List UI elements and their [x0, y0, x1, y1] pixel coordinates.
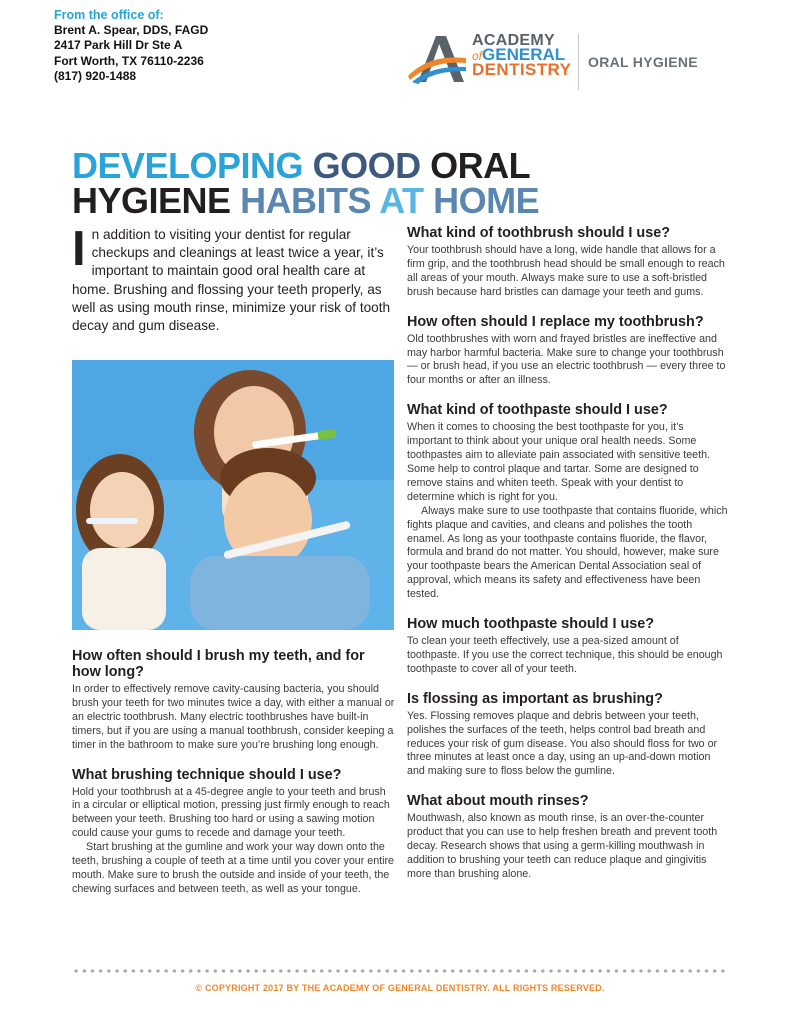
section-question: What brushing technique should I use? — [72, 766, 342, 783]
agd-wordmark — [472, 34, 571, 77]
right-column — [407, 225, 729, 896]
drop-cap: I — [72, 222, 86, 276]
faq-section — [407, 402, 729, 602]
section-answer: Hold your toothbrush at a 45-degree angle to your teeth and brush in a circular or elliptical motion, pressing just firmly enough to reach between your teeth. Brushing too hard or using a sawing motion could cause your gums to recede and damage your teeth. — [72, 785, 390, 840]
logo-general: GENERAL — [482, 45, 566, 64]
logo-divider — [578, 34, 579, 90]
office-phone: (817) 920-1488 — [54, 69, 137, 84]
section-answer: In order to effectively remove cavity-causing bacteria, you should brush your teeth for two minutes twice a day, with either a manual or an electric toothbrush. Many electric toothbrushes have built-in timers, but if you are using a manual toothbrush, consider keeping a timer in the bathroom to make sure you’re brushing long enough. — [72, 683, 395, 751]
title-word: AT — [379, 180, 424, 221]
office-city: Fort Worth, TX 76110-2236 — [54, 53, 204, 68]
faq-section — [72, 648, 396, 753]
section-answer: Mouthwash, also known as mouth rinse, is an over-the-counter product that you can use to help freshen breath and prevent tooth decay. Research shows that using a germ-killing mouthwash in addition to brushing your teeth can reduce plaque and gingivitis more than brushing alone. — [407, 812, 718, 880]
logo-of: of — [472, 49, 483, 63]
intro-text: n addition to visiting your dentist for regular checkups and cleanings at least twice a year, it’s important to maintain good oral health care at home. Brushing and flossing your teeth properly, as well as using mouth rinse, minimize your risk of tooth decay and gum disease. — [72, 227, 391, 334]
agd-a-mark-icon — [406, 36, 466, 84]
office-street: 2417 Park Hill Dr Ste A — [54, 38, 183, 53]
logo-dentistry: DENTISTRY — [472, 60, 572, 79]
faq-section — [407, 616, 729, 677]
left-column — [72, 648, 396, 911]
topic-label: ORAL HYGIENE — [588, 54, 698, 70]
title-word: DEVELOPING — [72, 145, 304, 186]
faq-section — [407, 225, 729, 300]
section-question: What kind of toothbrush should I use? — [407, 225, 671, 241]
title-word: GOOD — [312, 145, 421, 186]
section-answer: When it comes to choosing the best toothpaste for you, it’s important to think about your unique oral health needs. Some toothpastes aim to alleviate pain associated with sensitive teeth. Some help to control plaque and tartar. Some are designed to remove stains and whiten teeth. Speak with your dentist to determine which is right for you. — [407, 421, 710, 503]
copyright-notice: © COPYRIGHT 2017 BY THE ACADEMY OF GENERAL DENTISTRY. ALL RIGHTS RESERVED. — [195, 983, 605, 993]
logo-academy: ACADEMY — [472, 32, 555, 49]
office-label: From the office of: — [54, 8, 164, 22]
section-answer: Yes. Flossing removes plaque and debris between your teeth, polishes the surfaces of the teeth, helps control bad breath and reduces your risk of gum disease. You also should floss for two or three minutes at least once a day, using an up-and-down motion and making sure to floss below the gumline. — [407, 709, 718, 778]
title-word: HOME — [433, 180, 540, 221]
section-question: Is flossing as important as brushing? — [407, 690, 663, 707]
faq-section — [407, 793, 729, 882]
office-contact — [54, 8, 354, 85]
dotted-divider — [72, 968, 728, 974]
section-answer: Old toothbrushes with worn and frayed bristles are ineffective and may harbor harmful bacteria. Make sure to change your toothbrush — or brush head, if you use an electric toothbrush — every three to four months or after an illness. — [407, 332, 726, 387]
section-answer: Your toothbrush should have a long, wide handle that allows for a firm grip, and the toothbrush head should be small enough to reach all areas of your mouth. Always make sure to use a soft-bristled brush because hard bristles can damage your teeth and gums. — [407, 244, 725, 298]
faq-section — [72, 767, 396, 897]
title-word: HYGIENE — [72, 180, 231, 221]
section-question: What about mouth rinses? — [407, 793, 589, 810]
title-word: ORAL — [430, 145, 531, 186]
agd-logo — [406, 34, 706, 92]
section-answer: Always make sure to use toothpaste that contains fluoride, which fights plaque and cavities, and cleans and polishes the tooth enamel. As long as your toothpaste contains fluoride, the flavor, formula and brand do not matter. You should, however, make sure your toothpaste bears the American Dental Association seal of approval, which means its safety and effectiveness have been tested. — [407, 504, 728, 601]
faq-section — [407, 691, 729, 780]
section-question: How often should I replace my toothbrush? — [407, 313, 704, 330]
section-question: How much toothpaste should I use? — [407, 616, 655, 633]
section-question: How often should I brush my teeth, and for how long? — [72, 648, 365, 680]
faq-section — [407, 314, 729, 389]
family-brushing-photo — [72, 360, 394, 630]
office-name: Brent A. Spear, DDS, FAGD — [54, 23, 209, 37]
section-question: What kind of toothpaste should I use? — [407, 402, 668, 419]
page-title — [72, 145, 752, 221]
title-word: HABITS — [240, 180, 372, 221]
intro-paragraph — [72, 222, 392, 335]
section-answer: Start brushing at the gumline and work your way down onto the teeth, brushing a couple of teeth at a time until you cover your entire mouth. Make sure to brush the outside and inside of your teeth, the chewing surfaces and between teeth, as well as your tongue. — [72, 841, 395, 895]
section-answer: To clean your teeth effectively, use a pea-sized amount of toothpaste. If you use the correct technique, this should be enough toothpaste to cover all of your teeth. — [407, 635, 723, 675]
